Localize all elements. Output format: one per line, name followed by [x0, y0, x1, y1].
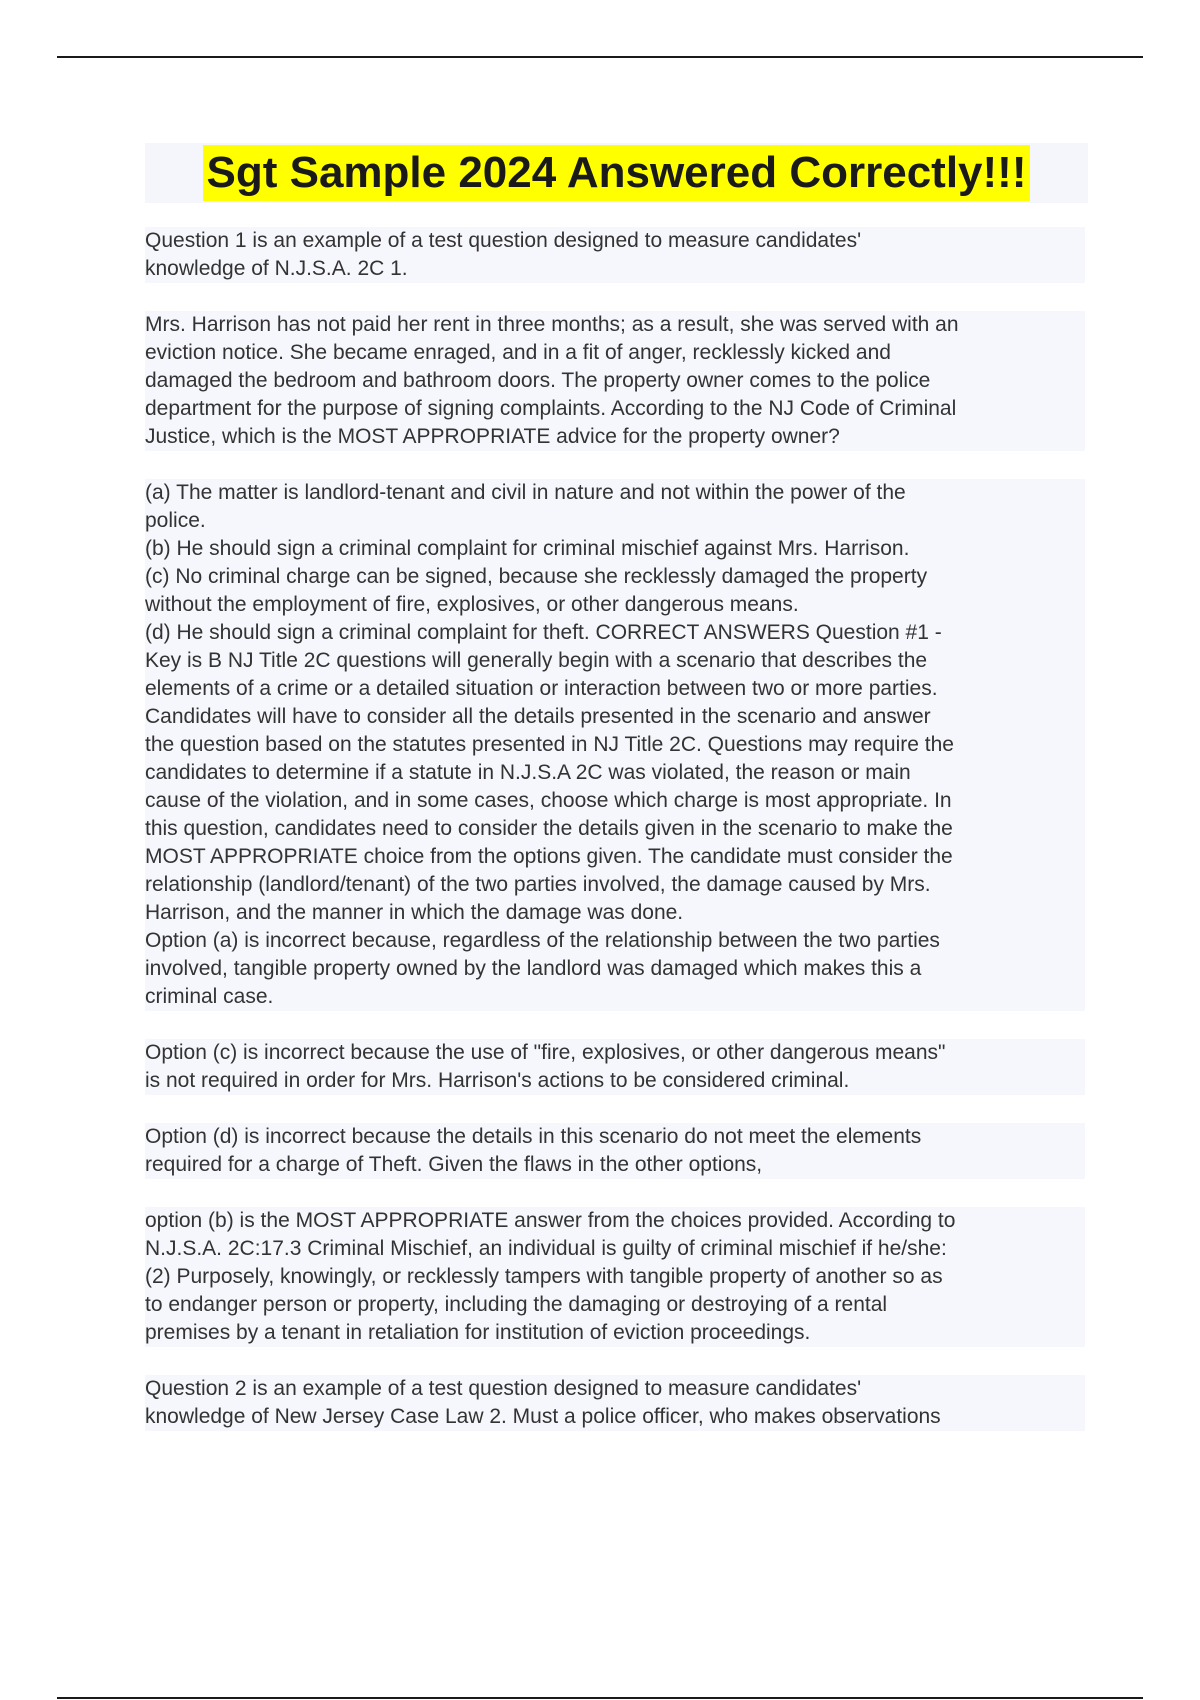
paragraph-gap	[145, 1347, 1085, 1375]
text-line: Harrison, and the manner in which the damage was done.	[145, 901, 684, 924]
text-line: required for a charge of Theft. Given the flaws in the other options,	[145, 1153, 763, 1176]
text-line: (c) No criminal charge can be signed, because she recklessly damaged the property	[145, 565, 928, 588]
bottom-rule	[57, 1697, 1143, 1699]
text-line: MOST APPROPRIATE choice from the options given. The candidate must consider the	[145, 845, 953, 868]
text-line: criminal case.	[145, 985, 274, 1008]
title-block	[145, 143, 1088, 203]
text-line: this question, candidates need to consider the details given in the scenario to make the	[145, 817, 953, 840]
text-line: (a) The matter is landlord-tenant and civil in nature and not within the power of the	[145, 481, 906, 504]
paragraph	[145, 479, 1085, 1011]
text-line: knowledge of New Jersey Case Law 2. Must a police officer, who makes observations	[145, 1405, 941, 1428]
text-line: Mrs. Harrison has not paid her rent in three months; as a result, she was served with an	[145, 313, 959, 336]
text-line: Option (c) is incorrect because the use of "fire, explosives, or other dangerous means"	[145, 1041, 946, 1064]
text-line: candidates to determine if a statute in N.J.S.A 2C was violated, the reason or main	[145, 761, 911, 784]
text-line: without the employment of fire, explosives, or other dangerous means.	[145, 593, 799, 616]
paragraph	[145, 1123, 1085, 1179]
paragraph	[145, 311, 1085, 451]
text-line: Option (d) is incorrect because the details in this scenario do not meet the elements	[145, 1125, 922, 1148]
text-line: N.J.S.A. 2C:17.3 Criminal Mischief, an individual is guilty of criminal mischief if he/she:	[145, 1237, 947, 1260]
paragraph	[145, 1375, 1085, 1431]
text-line: relationship (landlord/tenant) of the two parties involved, the damage caused by Mrs.	[145, 873, 931, 896]
paragraph	[145, 227, 1085, 283]
text-line: Justice, which is the MOST APPROPRIATE advice for the property owner?	[145, 425, 840, 448]
text-line: Candidates will have to consider all the details presented in the scenario and answer	[145, 705, 931, 728]
text-line: elements of a crime or a detailed situation or interaction between two or more parties.	[145, 677, 938, 700]
paragraph	[145, 1039, 1085, 1095]
text-line: eviction notice. She became enraged, and in a fit of anger, recklessly kicked and	[145, 341, 891, 364]
text-line: involved, tangible property owned by the landlord was damaged which makes this a	[145, 957, 922, 980]
paragraph-gap	[145, 1095, 1085, 1123]
paragraph-gap	[145, 1179, 1085, 1207]
text-line: (b) He should sign a criminal complaint for criminal mischief against Mrs. Harrison.	[145, 537, 910, 560]
text-line: knowledge of N.J.S.A. 2C 1.	[145, 257, 408, 280]
text-line: damaged the bedroom and bathroom doors. The property owner comes to the police	[145, 369, 931, 392]
paragraph-gap	[145, 451, 1085, 479]
text-line: police.	[145, 509, 206, 532]
text-line: Question 2 is an example of a test question designed to measure candidates'	[145, 1377, 862, 1400]
text-line: cause of the violation, and in some cases, choose which charge is most appropriate. In	[145, 789, 952, 812]
text-line: to endanger person or property, including the damaging or destroying of a rental	[145, 1293, 888, 1316]
text-line: option (b) is the MOST APPROPRIATE answer from the choices provided. According to	[145, 1209, 956, 1232]
paragraph-gap	[145, 1011, 1085, 1039]
paragraph-gap	[145, 283, 1085, 311]
text-line: Key is B NJ Title 2C questions will generally begin with a scenario that describes the	[145, 649, 928, 672]
text-line: Option (a) is incorrect because, regardless of the relationship between the two parties	[145, 929, 940, 952]
text-line: is not required in order for Mrs. Harrison's actions to be considered criminal.	[145, 1069, 850, 1092]
text-line: the question based on the statutes presented in NJ Title 2C. Questions may require the	[145, 733, 954, 756]
text-line: (d) He should sign a criminal complaint for theft. CORRECT ANSWERS Question #1 -	[145, 621, 942, 644]
text-line: department for the purpose of signing complaints. According to the NJ Code of Criminal	[145, 397, 957, 420]
document-title: Sgt Sample 2024 Answered Correctly!!!	[203, 145, 1031, 201]
text-line: premises by a tenant in retaliation for institution of eviction proceedings.	[145, 1321, 811, 1344]
text-line: (2) Purposely, knowingly, or recklessly tampers with tangible property of another so as	[145, 1265, 943, 1288]
text-line: Question 1 is an example of a test question designed to measure candidates'	[145, 229, 862, 252]
top-rule	[57, 56, 1143, 58]
paragraph	[145, 1207, 1085, 1347]
document-body	[145, 227, 1085, 1431]
